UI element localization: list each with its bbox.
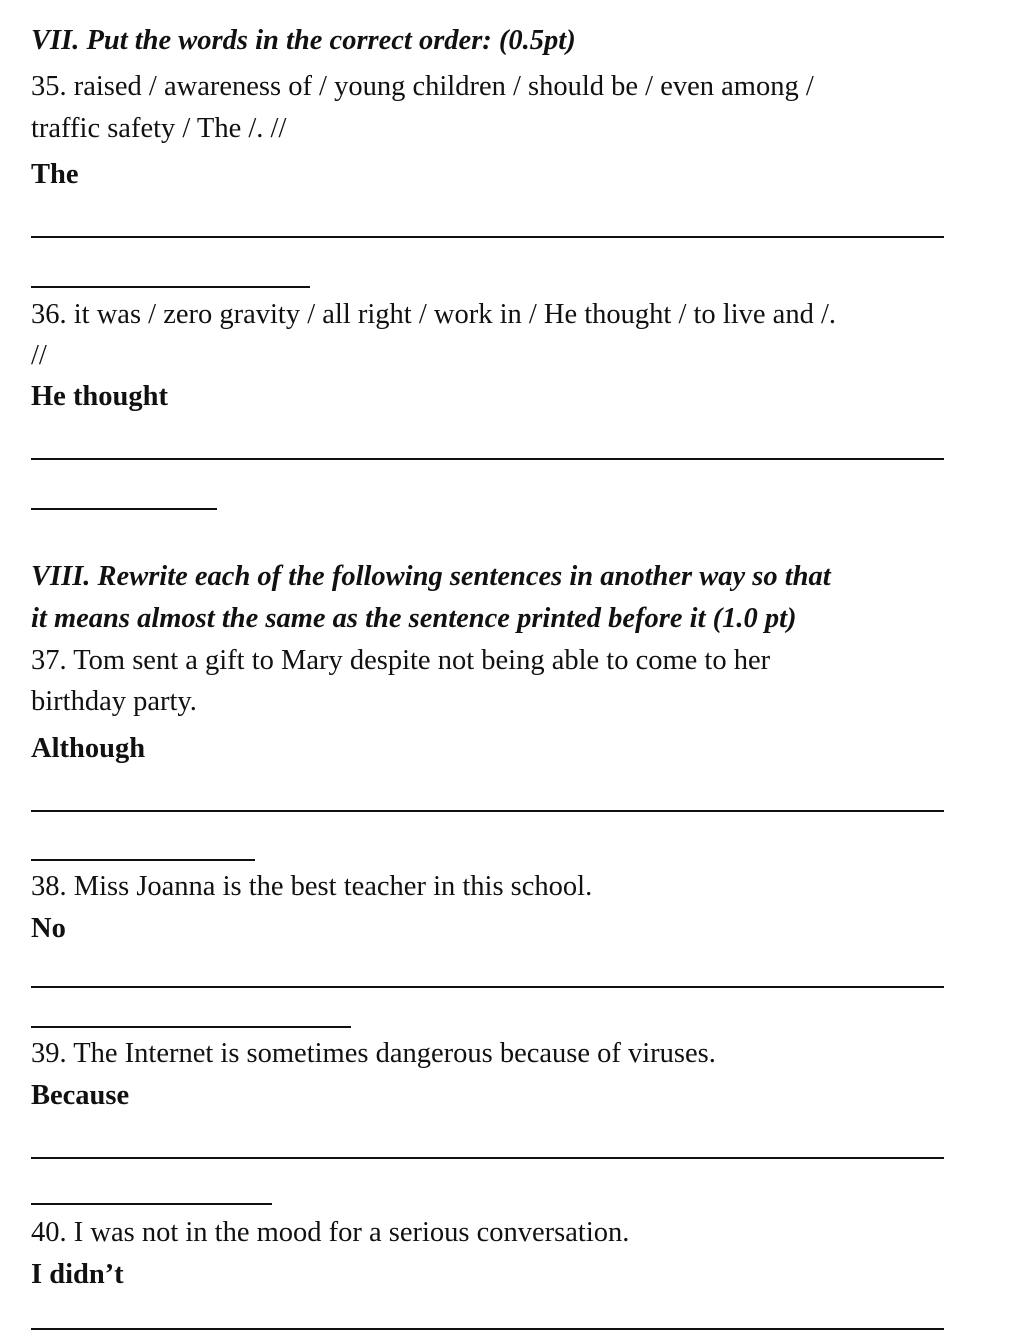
question-37-answer-line-2 (31, 859, 255, 861)
question-36-prompt-line-1: 36. it was / zero gravity / all right / work in / He thought / to live and /. (31, 299, 836, 330)
question-35-answer-line-2 (31, 286, 310, 288)
question-37-answer-start: Although (31, 733, 146, 764)
question-36-answer-start: He thought (31, 381, 168, 412)
question-37-answer-line-1 (31, 810, 944, 812)
question-36-prompt-line-2: // (31, 340, 47, 371)
section-viii-heading-line-1: VIII. Rewrite each of the following sentences in another way so that (31, 561, 831, 592)
question-38-answer-line-2 (31, 1026, 351, 1028)
question-36-answer-line-2 (31, 508, 217, 510)
question-40-prompt: 40. I was not in the mood for a serious conversation. (31, 1217, 630, 1248)
question-35-prompt-line-2: traffic safety / The /. // (31, 113, 287, 144)
question-35-answer-start: The (31, 159, 79, 190)
question-39-prompt: 39. The Internet is sometimes dangerous because of viruses. (31, 1038, 716, 1069)
question-38-answer-start: No (31, 913, 66, 944)
question-39-answer-line-2 (31, 1203, 272, 1205)
question-40-answer-start: I didn’t (31, 1259, 124, 1290)
question-36-answer-line-1 (31, 458, 944, 460)
section-vii-heading: VII. Put the words in the correct order: (0.5pt) (31, 25, 576, 56)
question-38-prompt: 38. Miss Joanna is the best teacher in this school. (31, 871, 593, 902)
question-40-answer-line-1 (31, 1328, 944, 1330)
question-39-answer-line-1 (31, 1157, 944, 1159)
question-37-prompt-line-1: 37. Tom sent a gift to Mary despite not being able to come to her (31, 645, 771, 676)
question-35-prompt-line-1: 35. raised / awareness of / young children / should be / even among / (31, 71, 814, 102)
question-39-answer-start: Because (31, 1080, 130, 1111)
section-viii-heading-line-2: it means almost the same as the sentence printed before it (1.0 pt) (31, 603, 797, 634)
question-38-answer-line-1 (31, 986, 944, 988)
question-35-answer-line-1 (31, 236, 944, 238)
question-37-prompt-line-2: birthday party. (31, 686, 197, 717)
